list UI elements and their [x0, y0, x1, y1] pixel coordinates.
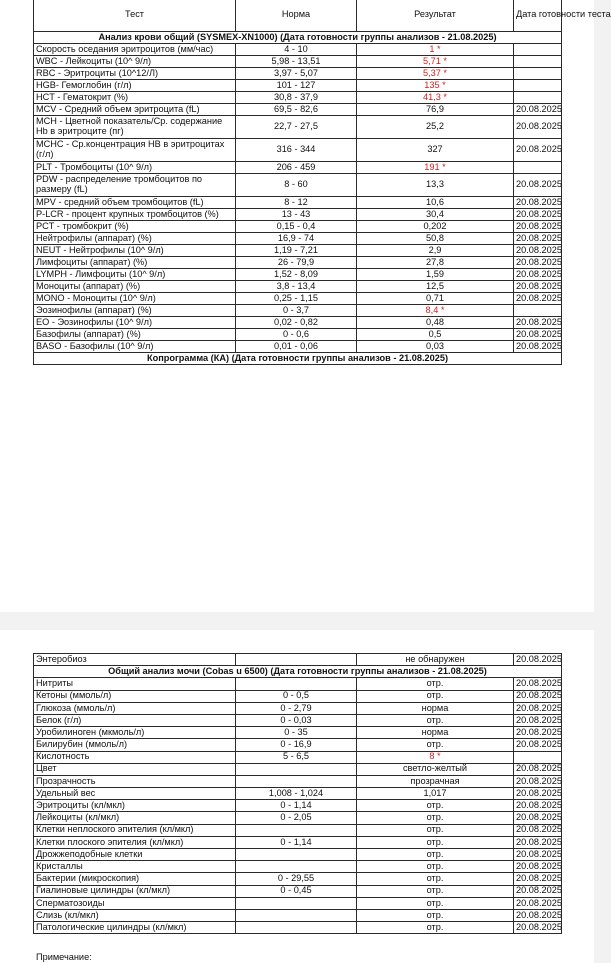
result-value: норма: [357, 727, 514, 739]
test-name: Глюкоза (ммоль/л): [34, 702, 236, 714]
ready-date: 20.08.2025: [514, 727, 562, 739]
norm-range: 0,25 - 1,15: [236, 293, 357, 305]
test-name: PDW - распределение тромбоцитов по размеру (fL): [34, 174, 236, 197]
result-value: 5,37 *: [357, 68, 514, 80]
ready-date: [514, 68, 562, 80]
test-name: Дрожжеподобные клетки: [34, 849, 236, 861]
result-value: отр.: [357, 849, 514, 861]
result-value: 8,4 *: [357, 305, 514, 317]
ready-date: 20.08.2025: [514, 139, 562, 162]
norm-range: 26 - 79,9: [236, 257, 357, 269]
ready-date: [514, 751, 562, 763]
test-name: NEUT - Нейтрофилы (10^ 9/л): [34, 245, 236, 257]
norm-range: 0 - 2,05: [236, 812, 357, 824]
ready-date: 20.08.2025: [514, 281, 562, 293]
test-name: Моноциты (аппарат) (%): [34, 281, 236, 293]
test-name: Слизь (кл/мкл): [34, 909, 236, 921]
table-row: [34, 257, 562, 269]
test-name: Удельный вес: [34, 788, 236, 800]
result-value: отр.: [357, 836, 514, 848]
norm-range: 0 - 1,14: [236, 836, 357, 848]
norm-range: 16,9 - 74: [236, 233, 357, 245]
ready-date: 20.08.2025: [514, 861, 562, 873]
ready-date: 20.08.2025: [514, 329, 562, 341]
norm-range: 0 - 2,79: [236, 702, 357, 714]
table-row: [34, 245, 562, 257]
section-title: Анализ крови общий (SYSMEX-XN1000) (Дата готовности группы анализов - 21.08.2025): [34, 32, 562, 44]
result-value: 41,3 *: [357, 92, 514, 104]
norm-range: 1,008 - 1,024: [236, 788, 357, 800]
test-name: Клетки плоского эпителия (кл/мкл): [34, 836, 236, 848]
ready-date: 20.08.2025: [514, 714, 562, 726]
norm-range: 0 - 1,14: [236, 800, 357, 812]
table-row: [34, 197, 562, 209]
ready-date: 20.08.2025: [514, 824, 562, 836]
result-value: отр.: [357, 897, 514, 909]
urine-results-table: [33, 653, 562, 934]
norm-range: 0 - 35: [236, 727, 357, 739]
norm-range: [236, 849, 357, 861]
table-row: [34, 739, 562, 751]
result-value: 1,59: [357, 269, 514, 281]
ready-date: 20.08.2025: [514, 174, 562, 197]
ready-date: 20.08.2025: [514, 245, 562, 257]
test-name: Кристаллы: [34, 861, 236, 873]
table-row: [34, 293, 562, 305]
test-name: EO - Эозинофилы (10^ 9/л): [34, 317, 236, 329]
norm-range: [236, 909, 357, 921]
test-name: PLT - Тромбоциты (10^ 9/л): [34, 162, 236, 174]
norm-range: 206 - 459: [236, 162, 357, 174]
ready-date: [514, 80, 562, 92]
table-header-row: [34, 0, 562, 32]
norm-range: 0 - 3,7: [236, 305, 357, 317]
norm-range: 0 - 29,55: [236, 873, 357, 885]
result-value: 12,5: [357, 281, 514, 293]
table-row: [34, 139, 562, 162]
section-header-row: [34, 353, 562, 365]
table-row: [34, 727, 562, 739]
result-value: 27,8: [357, 257, 514, 269]
table-row: [34, 80, 562, 92]
result-value: отр.: [357, 739, 514, 751]
test-name: PCT - тромбокрит (%): [34, 221, 236, 233]
norm-range: 1,19 - 7,21: [236, 245, 357, 257]
norm-range: 0,02 - 0,82: [236, 317, 357, 329]
ready-date: 20.08.2025: [514, 116, 562, 139]
norm-range: 5,98 - 13,51: [236, 56, 357, 68]
header-norm: Норма: [236, 0, 357, 32]
table-row: [34, 885, 562, 897]
ready-date: 20.08.2025: [514, 678, 562, 690]
norm-range: [236, 861, 357, 873]
table-row: [34, 341, 562, 353]
result-value: отр.: [357, 690, 514, 702]
test-name: Кислотность: [34, 751, 236, 763]
test-name: P-LCR - процент крупных тромбоцитов (%): [34, 209, 236, 221]
result-value: отр.: [357, 873, 514, 885]
norm-range: 5 - 6,5: [236, 751, 357, 763]
table-row: [34, 788, 562, 800]
result-value: 10,6: [357, 197, 514, 209]
table-row: [34, 824, 562, 836]
test-name: Белок (г/л): [34, 714, 236, 726]
ready-date: [514, 56, 562, 68]
table-row: [34, 44, 562, 56]
table-row: [34, 281, 562, 293]
table-row: [34, 56, 562, 68]
test-name: MPV - средний объем тромбоцитов (fL): [34, 197, 236, 209]
table-row: [34, 209, 562, 221]
test-name: Лейкоциты (кл/мкл): [34, 812, 236, 824]
norm-range: [236, 678, 357, 690]
section-title: Копрограмма (КА) (Дата готовности группы анализов - 21.08.2025): [34, 353, 562, 365]
result-value: 2,9: [357, 245, 514, 257]
test-name: MONO - Моноциты (10^ 9/л): [34, 293, 236, 305]
norm-range: 0 - 0,6: [236, 329, 357, 341]
test-name: Базофилы (аппарат) (%): [34, 329, 236, 341]
result-value: 0,71: [357, 293, 514, 305]
norm-range: 0 - 16,9: [236, 739, 357, 751]
ready-date: 20.08.2025: [514, 654, 562, 666]
norm-range: [236, 775, 357, 787]
test-name: WBC - Лейкоциты (10^ 9/л): [34, 56, 236, 68]
norm-range: 8 - 60: [236, 174, 357, 197]
ready-date: 20.08.2025: [514, 702, 562, 714]
ready-date: 20.08.2025: [514, 209, 562, 221]
ready-date: 20.08.2025: [514, 739, 562, 751]
table-row: [34, 873, 562, 885]
norm-range: 8 - 12: [236, 197, 357, 209]
table-row: [34, 116, 562, 139]
table-row: [34, 922, 562, 934]
ready-date: 20.08.2025: [514, 775, 562, 787]
table-row: [34, 836, 562, 848]
table-row: [34, 800, 562, 812]
table-row: [34, 104, 562, 116]
result-value: 0,202: [357, 221, 514, 233]
result-value: не обнаружен: [357, 654, 514, 666]
test-name: Уробилиноген (мкмоль/л): [34, 727, 236, 739]
norm-range: 3,97 - 5,07: [236, 68, 357, 80]
test-name: HGB- Гемоглобин (г/л): [34, 80, 236, 92]
test-name: HCT - Гематокрит (%): [34, 92, 236, 104]
result-value: прозрачная: [357, 775, 514, 787]
ready-date: 20.08.2025: [514, 788, 562, 800]
table-row: [34, 751, 562, 763]
ready-date: 20.08.2025: [514, 897, 562, 909]
ready-date: 20.08.2025: [514, 341, 562, 353]
table-row: [34, 714, 562, 726]
table-row: [34, 233, 562, 245]
norm-range: 30,8 - 37,9: [236, 92, 357, 104]
ready-date: [514, 162, 562, 174]
table-row: [34, 329, 562, 341]
result-value: отр.: [357, 861, 514, 873]
norm-range: 4 - 10: [236, 44, 357, 56]
table-row: [34, 690, 562, 702]
ready-date: 20.08.2025: [514, 690, 562, 702]
table-row: [34, 849, 562, 861]
blood-results-table: [33, 0, 611, 365]
test-name: MCHC - Ср.концентрация HB в эритроцитах (г/л): [34, 139, 236, 162]
ready-date: 20.08.2025: [514, 233, 562, 245]
test-name: Лимфоциты (аппарат) (%): [34, 257, 236, 269]
ready-date: [514, 44, 562, 56]
ready-date: 20.08.2025: [514, 293, 562, 305]
result-value: 8 *: [357, 751, 514, 763]
test-name: LYMPH - Лимфоциты (10^ 9/л): [34, 269, 236, 281]
ready-date: 20.08.2025: [514, 257, 562, 269]
table-row: [34, 897, 562, 909]
test-name: Патологические цилиндры (кл/мкл): [34, 922, 236, 934]
norm-range: 22,7 - 27,5: [236, 116, 357, 139]
test-name: MCV - Средний объем эритроцита (fL): [34, 104, 236, 116]
result-value: 13,3: [357, 174, 514, 197]
result-value: 135 *: [357, 80, 514, 92]
test-name: Гиалиновые цилиндры (кл/мкл): [34, 885, 236, 897]
table-row: [34, 221, 562, 233]
result-value: отр.: [357, 885, 514, 897]
table-row: [34, 317, 562, 329]
table-row: [34, 678, 562, 690]
norm-range: 0,15 - 0,4: [236, 221, 357, 233]
table-row: [34, 269, 562, 281]
result-value: светло-желтый: [357, 763, 514, 775]
table-row: [34, 812, 562, 824]
ready-date: 20.08.2025: [514, 317, 562, 329]
note-label: Примечание:: [36, 952, 92, 962]
test-name: BASO - Базофилы (10^ 9/л): [34, 341, 236, 353]
result-value: 25,2: [357, 116, 514, 139]
test-name: Клетки неплоского эпителия (кл/мкл): [34, 824, 236, 836]
norm-range: [236, 922, 357, 934]
norm-range: [236, 897, 357, 909]
header-result: Результат: [357, 0, 514, 32]
ready-date: 20.08.2025: [514, 885, 562, 897]
table-row: [34, 763, 562, 775]
norm-range: 0 - 0,5: [236, 690, 357, 702]
norm-range: [236, 763, 357, 775]
table-row: [34, 305, 562, 317]
test-name: Энтеробиоз: [34, 654, 236, 666]
result-value: отр.: [357, 678, 514, 690]
norm-range: 69,5 - 82,6: [236, 104, 357, 116]
test-name: Эозинофилы (аппарат) (%): [34, 305, 236, 317]
norm-range: [236, 654, 357, 666]
ready-date: 20.08.2025: [514, 873, 562, 885]
norm-range: 0 - 0,45: [236, 885, 357, 897]
result-value: 327: [357, 139, 514, 162]
norm-range: 1,52 - 8,09: [236, 269, 357, 281]
test-name: Скорость оседания эритроцитов (мм/час): [34, 44, 236, 56]
result-value: 0,03: [357, 341, 514, 353]
ready-date: 20.08.2025: [514, 269, 562, 281]
header-date: Дата готовности теста: [514, 0, 562, 32]
header-test: Тест: [34, 0, 236, 32]
ready-date: 20.08.2025: [514, 812, 562, 824]
result-value: отр.: [357, 824, 514, 836]
table-row: [34, 92, 562, 104]
norm-range: 0 - 0,03: [236, 714, 357, 726]
norm-range: 316 - 344: [236, 139, 357, 162]
ready-date: 20.08.2025: [514, 922, 562, 934]
result-value: отр.: [357, 812, 514, 824]
test-name: RBC - Эритроциты (10^12/Л): [34, 68, 236, 80]
result-value: 1,017: [357, 788, 514, 800]
result-value: отр.: [357, 714, 514, 726]
test-name: Сперматозоиды: [34, 897, 236, 909]
section-header-row: [34, 32, 562, 44]
result-value: 5,71 *: [357, 56, 514, 68]
norm-range: 3,8 - 13,4: [236, 281, 357, 293]
table-row: [34, 68, 562, 80]
ready-date: 20.08.2025: [514, 836, 562, 848]
ready-date: 20.08.2025: [514, 849, 562, 861]
test-name: Нитриты: [34, 678, 236, 690]
result-value: 191 *: [357, 162, 514, 174]
ready-date: [514, 305, 562, 317]
result-value: отр.: [357, 800, 514, 812]
test-name: Прозрачность: [34, 775, 236, 787]
ready-date: 20.08.2025: [514, 104, 562, 116]
table-row: [34, 775, 562, 787]
result-value: 0,5: [357, 329, 514, 341]
table-row: [34, 654, 562, 666]
norm-range: [236, 824, 357, 836]
ready-date: 20.08.2025: [514, 763, 562, 775]
norm-range: 101 - 127: [236, 80, 357, 92]
result-value: 76,9: [357, 104, 514, 116]
ready-date: 20.08.2025: [514, 197, 562, 209]
table-row: [34, 702, 562, 714]
test-name: Нейтрофилы (аппарат) (%): [34, 233, 236, 245]
table-row: [34, 162, 562, 174]
result-value: норма: [357, 702, 514, 714]
ready-date: 20.08.2025: [514, 221, 562, 233]
test-name: Кетоны (ммоль/л): [34, 690, 236, 702]
result-value: отр.: [357, 922, 514, 934]
result-value: 0,48: [357, 317, 514, 329]
test-name: Билирубин (ммоль/л): [34, 739, 236, 751]
section-header-row: [34, 666, 562, 678]
table-row: [34, 909, 562, 921]
report-page-2: [0, 630, 594, 963]
test-name: Эритроциты (кл/мкл): [34, 800, 236, 812]
result-value: 50,8: [357, 233, 514, 245]
norm-range: 0,01 - 0,06: [236, 341, 357, 353]
result-value: 1 *: [357, 44, 514, 56]
ready-date: 20.08.2025: [514, 800, 562, 812]
table-row: [34, 861, 562, 873]
ready-date: 20.08.2025: [514, 909, 562, 921]
table-row: [34, 174, 562, 197]
section-title: Общий анализ мочи (Cobas u 6500) (Дата готовности группы анализов - 21.08.2025): [34, 666, 562, 678]
test-name: Цвет: [34, 763, 236, 775]
result-value: отр.: [357, 909, 514, 921]
test-name: Бактерии (микроскопия): [34, 873, 236, 885]
norm-range: 13 - 43: [236, 209, 357, 221]
test-name: MCH - Цветной показатель/Ср. содержание Hb в эритроците (пг): [34, 116, 236, 139]
result-value: 30,4: [357, 209, 514, 221]
ready-date: [514, 92, 562, 104]
